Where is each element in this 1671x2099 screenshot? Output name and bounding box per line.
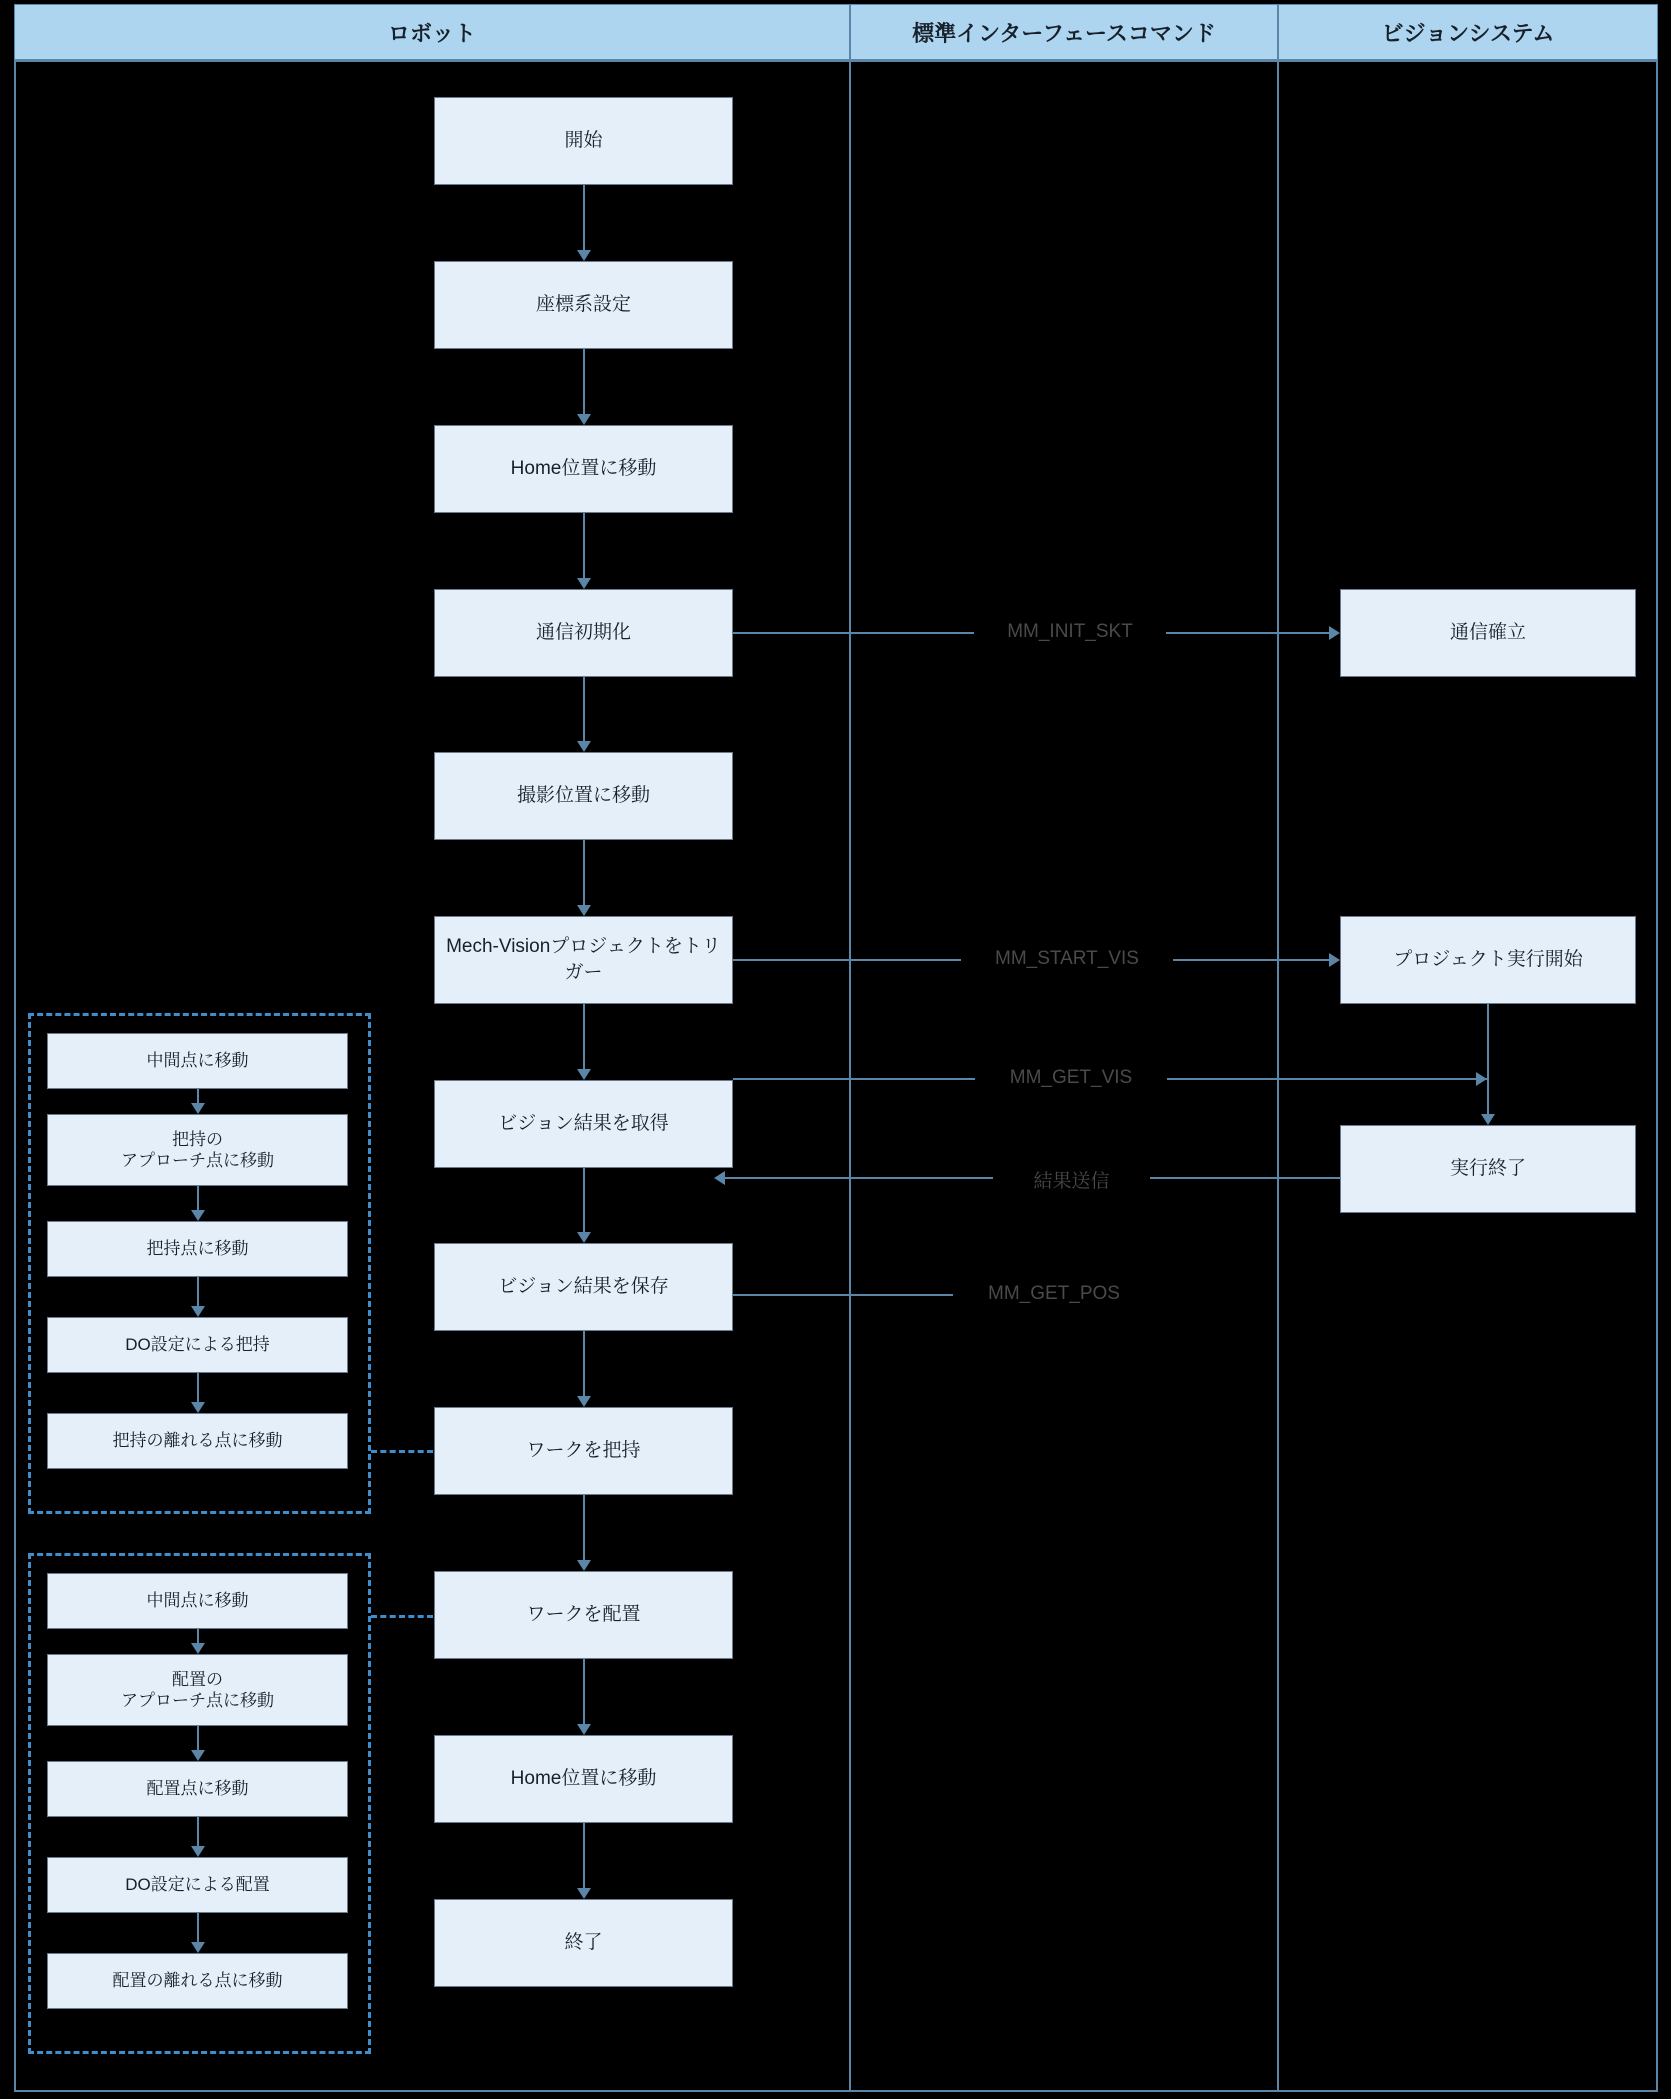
command-label-init-skt <box>974 621 1166 643</box>
connector-9 <box>583 1495 585 1560</box>
node-move-home-2 <box>434 1735 733 1823</box>
pick-step-move-waypoint <box>47 1033 348 1089</box>
pick-arrowhead-1 <box>191 1103 205 1114</box>
node-end-label: 終了 <box>564 1932 603 1954</box>
node-project-finished-label: 実行終了 <box>1449 1158 1526 1180</box>
pick-arrowhead-4 <box>191 1402 205 1413</box>
place-arrowhead-3 <box>191 1846 205 1857</box>
node-project-start <box>1340 916 1636 1004</box>
connector-1 <box>583 185 585 250</box>
lane-header-robot-label: ロボット <box>387 20 476 46</box>
place-arrowhead-4 <box>191 1942 205 1953</box>
place-arrowhead-2 <box>191 1750 205 1761</box>
node-place-workpiece <box>434 1571 733 1659</box>
place-step-move-place-point <box>47 1761 348 1817</box>
place-step-move-waypoint-label: 中間点に移動 <box>146 1590 249 1610</box>
pick-step-move-pick-point <box>47 1221 348 1277</box>
arrowhead-init-skt <box>1329 626 1340 640</box>
pick-step-move-departure-label: 把持の離れる点に移動 <box>112 1430 283 1450</box>
connector-get-pos <box>733 1294 953 1296</box>
connector-11 <box>583 1823 585 1888</box>
command-label-get-vis <box>975 1067 1167 1089</box>
arrowhead-10 <box>577 1724 591 1735</box>
node-pick-workpiece-label: ワークを把持 <box>526 1440 641 1462</box>
node-init-communication-label: 通信初期化 <box>535 622 631 644</box>
place-step-move-departure-label: 配置の離れる点に移動 <box>112 1970 283 1990</box>
connector-2 <box>583 349 585 414</box>
node-set-coordinate-system-label: 座標系設定 <box>535 294 631 316</box>
connector-4 <box>583 677 585 741</box>
pick-connector-2 <box>197 1186 199 1210</box>
lane-separator-1 <box>849 60 851 2092</box>
pick-step-do-grip-label: DO設定による把持 <box>125 1334 270 1354</box>
connector-6 <box>583 1004 585 1069</box>
command-label-result-send-text: 結果送信 <box>1033 1171 1110 1192</box>
node-project-finished <box>1340 1125 1636 1213</box>
node-place-workpiece-label: ワークを配置 <box>526 1604 641 1626</box>
arrowhead-vision-1 <box>1481 1114 1495 1125</box>
connector-8 <box>583 1331 585 1396</box>
node-get-vision-result-label: ビジョン結果を取得 <box>498 1113 669 1135</box>
lane-header-command-label: 標準インターフェースコマンド <box>912 20 1216 46</box>
place-group-link <box>371 1615 433 1618</box>
node-move-capture-position <box>434 752 733 840</box>
connector-7 <box>583 1168 585 1232</box>
arrowhead-9 <box>577 1560 591 1571</box>
pick-step-move-pick-point-label: 把持点に移動 <box>146 1238 249 1258</box>
node-communication-established-label: 通信確立 <box>1449 622 1526 644</box>
pick-step-move-approach <box>47 1114 348 1186</box>
lane-separator-2 <box>1277 60 1279 2092</box>
node-move-capture-position-label: 撮影位置に移動 <box>516 785 650 807</box>
place-connector-2 <box>197 1726 199 1750</box>
node-pick-workpiece <box>434 1407 733 1495</box>
connector-3 <box>583 513 585 578</box>
pick-step-move-departure <box>47 1413 348 1469</box>
pick-group-link <box>371 1450 433 1453</box>
place-step-move-approach <box>47 1654 348 1726</box>
pick-step-move-approach-label-line2: アプローチ点に移動 <box>121 1151 274 1170</box>
place-step-do-release-label: DO設定による配置 <box>125 1874 270 1894</box>
place-step-move-approach-label-line1: 配置の <box>172 1669 223 1689</box>
place-step-move-waypoint <box>47 1573 348 1629</box>
command-label-get-vis-text: MM_GET_VIS <box>1009 1067 1133 1088</box>
node-get-vision-result <box>434 1080 733 1168</box>
place-step-do-release <box>47 1857 348 1913</box>
lane-header-command <box>850 4 1278 60</box>
node-init-communication <box>434 589 733 677</box>
place-connector-3 <box>197 1817 199 1846</box>
command-label-result-send <box>993 1166 1150 1193</box>
place-step-move-place-point-label: 配置点に移動 <box>146 1778 249 1798</box>
arrowhead-start-vis <box>1329 953 1340 967</box>
node-save-vision-result <box>434 1243 733 1331</box>
node-start <box>434 97 733 185</box>
node-move-home-1 <box>434 425 733 513</box>
arrowhead-4 <box>577 741 591 752</box>
node-end <box>434 1899 733 1987</box>
command-label-get-pos-text: MM_GET_POS <box>988 1283 1120 1304</box>
node-trigger-mech-vision <box>434 916 733 1004</box>
pick-step-move-waypoint-label: 中間点に移動 <box>146 1050 249 1070</box>
arrowhead-3 <box>577 578 591 589</box>
arrowhead-result-send <box>714 1171 725 1185</box>
node-move-home-1-label: Home位置に移動 <box>510 458 657 480</box>
pick-connector-1 <box>197 1089 199 1103</box>
pick-connector-4 <box>197 1373 199 1402</box>
command-label-start-vis <box>961 948 1173 970</box>
place-step-move-approach-label-line2: アプローチ点に移動 <box>121 1691 274 1710</box>
arrowhead-1 <box>577 250 591 261</box>
command-label-get-pos <box>953 1283 1155 1305</box>
node-set-coordinate-system <box>434 261 733 349</box>
place-step-move-departure <box>47 1953 348 2009</box>
command-label-start-vis-text: MM_START_VIS <box>995 948 1139 969</box>
pick-arrowhead-3 <box>191 1306 205 1317</box>
connector-10 <box>583 1659 585 1724</box>
arrowhead-get-vis <box>1476 1072 1487 1086</box>
node-trigger-mech-vision-label: Mech-Visionプロジェクトをトリガー <box>446 936 721 983</box>
place-arrowhead-1 <box>191 1643 205 1654</box>
arrowhead-8 <box>577 1396 591 1407</box>
lane-header-vision <box>1278 4 1658 60</box>
arrowhead-7 <box>577 1232 591 1243</box>
arrowhead-11 <box>577 1888 591 1899</box>
node-start-label: 開始 <box>564 130 603 152</box>
pick-step-do-grip <box>47 1317 348 1373</box>
node-project-start-label: プロジェクト実行開始 <box>1393 949 1583 971</box>
lane-header-robot <box>14 4 850 60</box>
place-connector-4 <box>197 1913 199 1942</box>
command-label-init-skt-text: MM_INIT_SKT <box>1007 621 1133 642</box>
node-communication-established <box>1340 589 1636 677</box>
arrowhead-2 <box>577 414 591 425</box>
arrowhead-6 <box>577 1069 591 1080</box>
node-move-home-2-label: Home位置に移動 <box>510 1768 657 1790</box>
pick-arrowhead-2 <box>191 1210 205 1221</box>
node-save-vision-result-label: ビジョン結果を保存 <box>498 1276 669 1298</box>
arrowhead-5 <box>577 905 591 916</box>
pick-connector-3 <box>197 1277 199 1306</box>
pick-step-move-approach-label-line1: 把持の <box>172 1129 223 1149</box>
connector-vision-1 <box>1487 1004 1489 1114</box>
place-connector-1 <box>197 1629 199 1643</box>
connector-5 <box>583 840 585 905</box>
lane-header-vision-label: ビジョンシステム <box>1381 20 1555 46</box>
